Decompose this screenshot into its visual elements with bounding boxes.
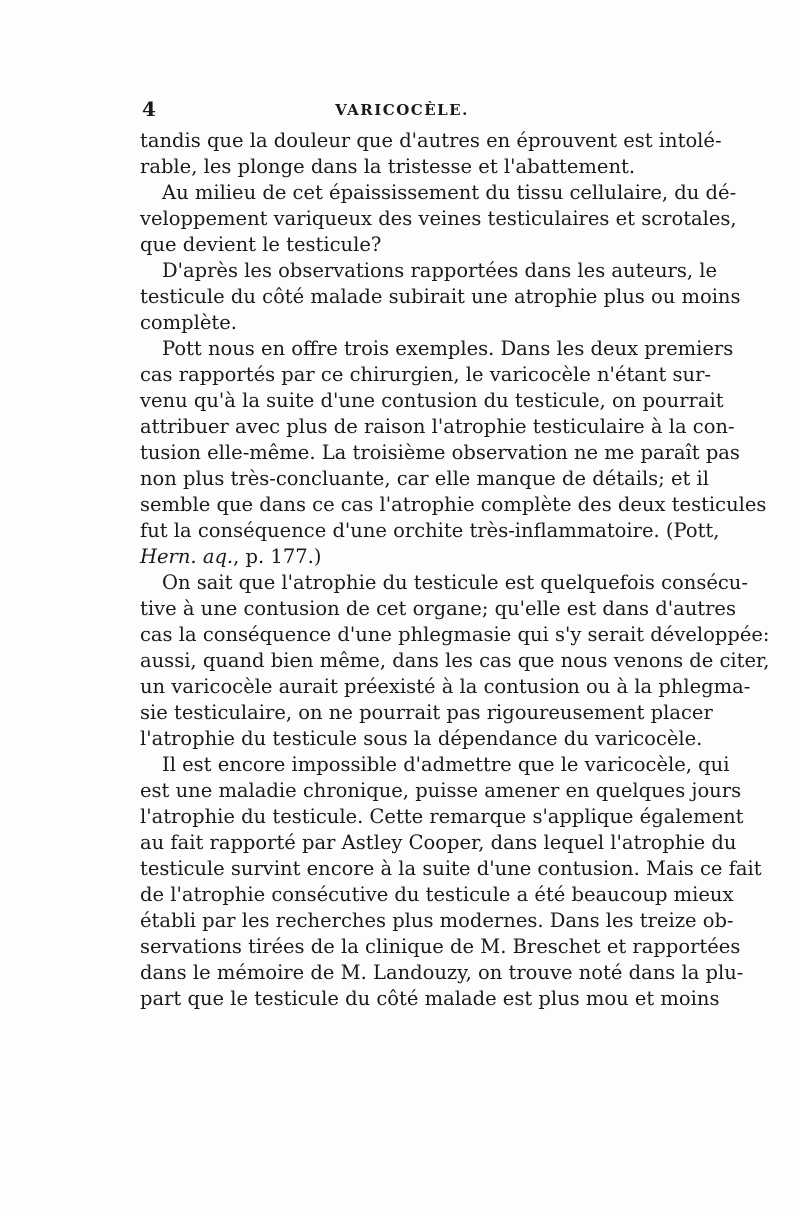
text-line: servations tirées de la clinique de M. Breschet et rapportées <box>140 935 741 958</box>
text-line: Pott nous en offre trois exemples. Dans les deux premiers <box>162 337 734 360</box>
text-line: un varicocèle aurait préexisté à la contusion ou à la phlegma- <box>140 675 751 698</box>
text-line: dans le mémoire de M. Landouzy, on trouve noté dans la plu- <box>140 961 744 984</box>
text-line: l'atrophie du testicule. Cette remarque s'applique également <box>140 805 744 828</box>
running-title: VARICOCÈLE. <box>335 101 469 119</box>
text-line: est une maladie chronique, puisse amener en quelques jours <box>140 779 742 802</box>
text-line: tandis que la douleur que d'autres en éprouvent est intolé- <box>140 129 722 152</box>
text-line: veloppement variqueux des veines testiculaires et scrotales, <box>140 207 737 230</box>
text-line: non plus très-concluante, car elle manque de détails; et il <box>140 467 710 490</box>
citation-work: Hern. aq. <box>140 545 234 568</box>
text-line: sie testiculaire, on ne pourrait pas rigoureusement placer <box>140 701 713 724</box>
text-line: tive à une contusion de cet organe; qu'elle est dans d'autres <box>140 597 736 620</box>
citation-page: p. 177.) <box>239 545 322 568</box>
text-line: de l'atrophie consécutive du testicule a été beaucoup mieux <box>140 883 734 906</box>
text-line: Au milieu de cet épaississement du tissu cellulaire, du dé- <box>162 181 737 204</box>
text-line: aussi, quand bien même, dans les cas que nous venons de citer, <box>140 649 770 672</box>
running-head <box>142 98 662 122</box>
text-line: établi par les recherches plus modernes. Dans les treize ob- <box>140 909 734 932</box>
text-line: fut la conséquence d'une orchite très-inflammatoire. (Pott, <box>140 519 720 542</box>
body-text <box>140 128 770 1012</box>
text-line: cas la conséquence d'une phlegmasie qui s'y serait développée: <box>140 623 770 646</box>
text-line: D'après les observations rapportées dans les auteurs, le <box>162 259 718 282</box>
text-line: Il est encore impossible d'admettre que le varicocèle, qui <box>162 753 730 776</box>
text-line: part que le testicule du côté malade est plus mou et moins <box>140 987 720 1010</box>
text-line: cas rapportés par ce chirurgien, le varicocèle n'étant sur- <box>140 363 711 386</box>
text-line: complète. <box>140 311 237 334</box>
citation-line <box>140 544 660 570</box>
text-line: tusion elle-même. La troisième observation ne me paraît pas <box>140 441 740 464</box>
text-line: que devient le testicule? <box>140 233 382 256</box>
page-number: 4 <box>142 97 156 121</box>
text-line: au fait rapporté par Astley Cooper, dans lequel l'atrophie du <box>140 831 737 854</box>
text-line: semble que dans ce cas l'atrophie complète des deux testicules <box>140 493 767 516</box>
text-line: venu qu'à la suite d'une contusion du testicule, on pourrait <box>140 389 724 412</box>
citation-separator: , <box>233 545 240 568</box>
text-line: testicule survint encore à la suite d'une contusion. Mais ce fait <box>140 857 762 880</box>
text-line: l'atrophie du testicule sous la dépendance du varicocèle. <box>140 727 703 750</box>
text-line: testicule du côté malade subirait une atrophie plus ou moins <box>140 285 741 308</box>
text-line: attribuer avec plus de raison l'atrophie testiculaire à la con- <box>140 415 735 438</box>
text-line: On sait que l'atrophie du testicule est quelquefois consécu- <box>162 571 748 594</box>
text-line: rable, les plonge dans la tristesse et l'abattement. <box>140 155 636 178</box>
